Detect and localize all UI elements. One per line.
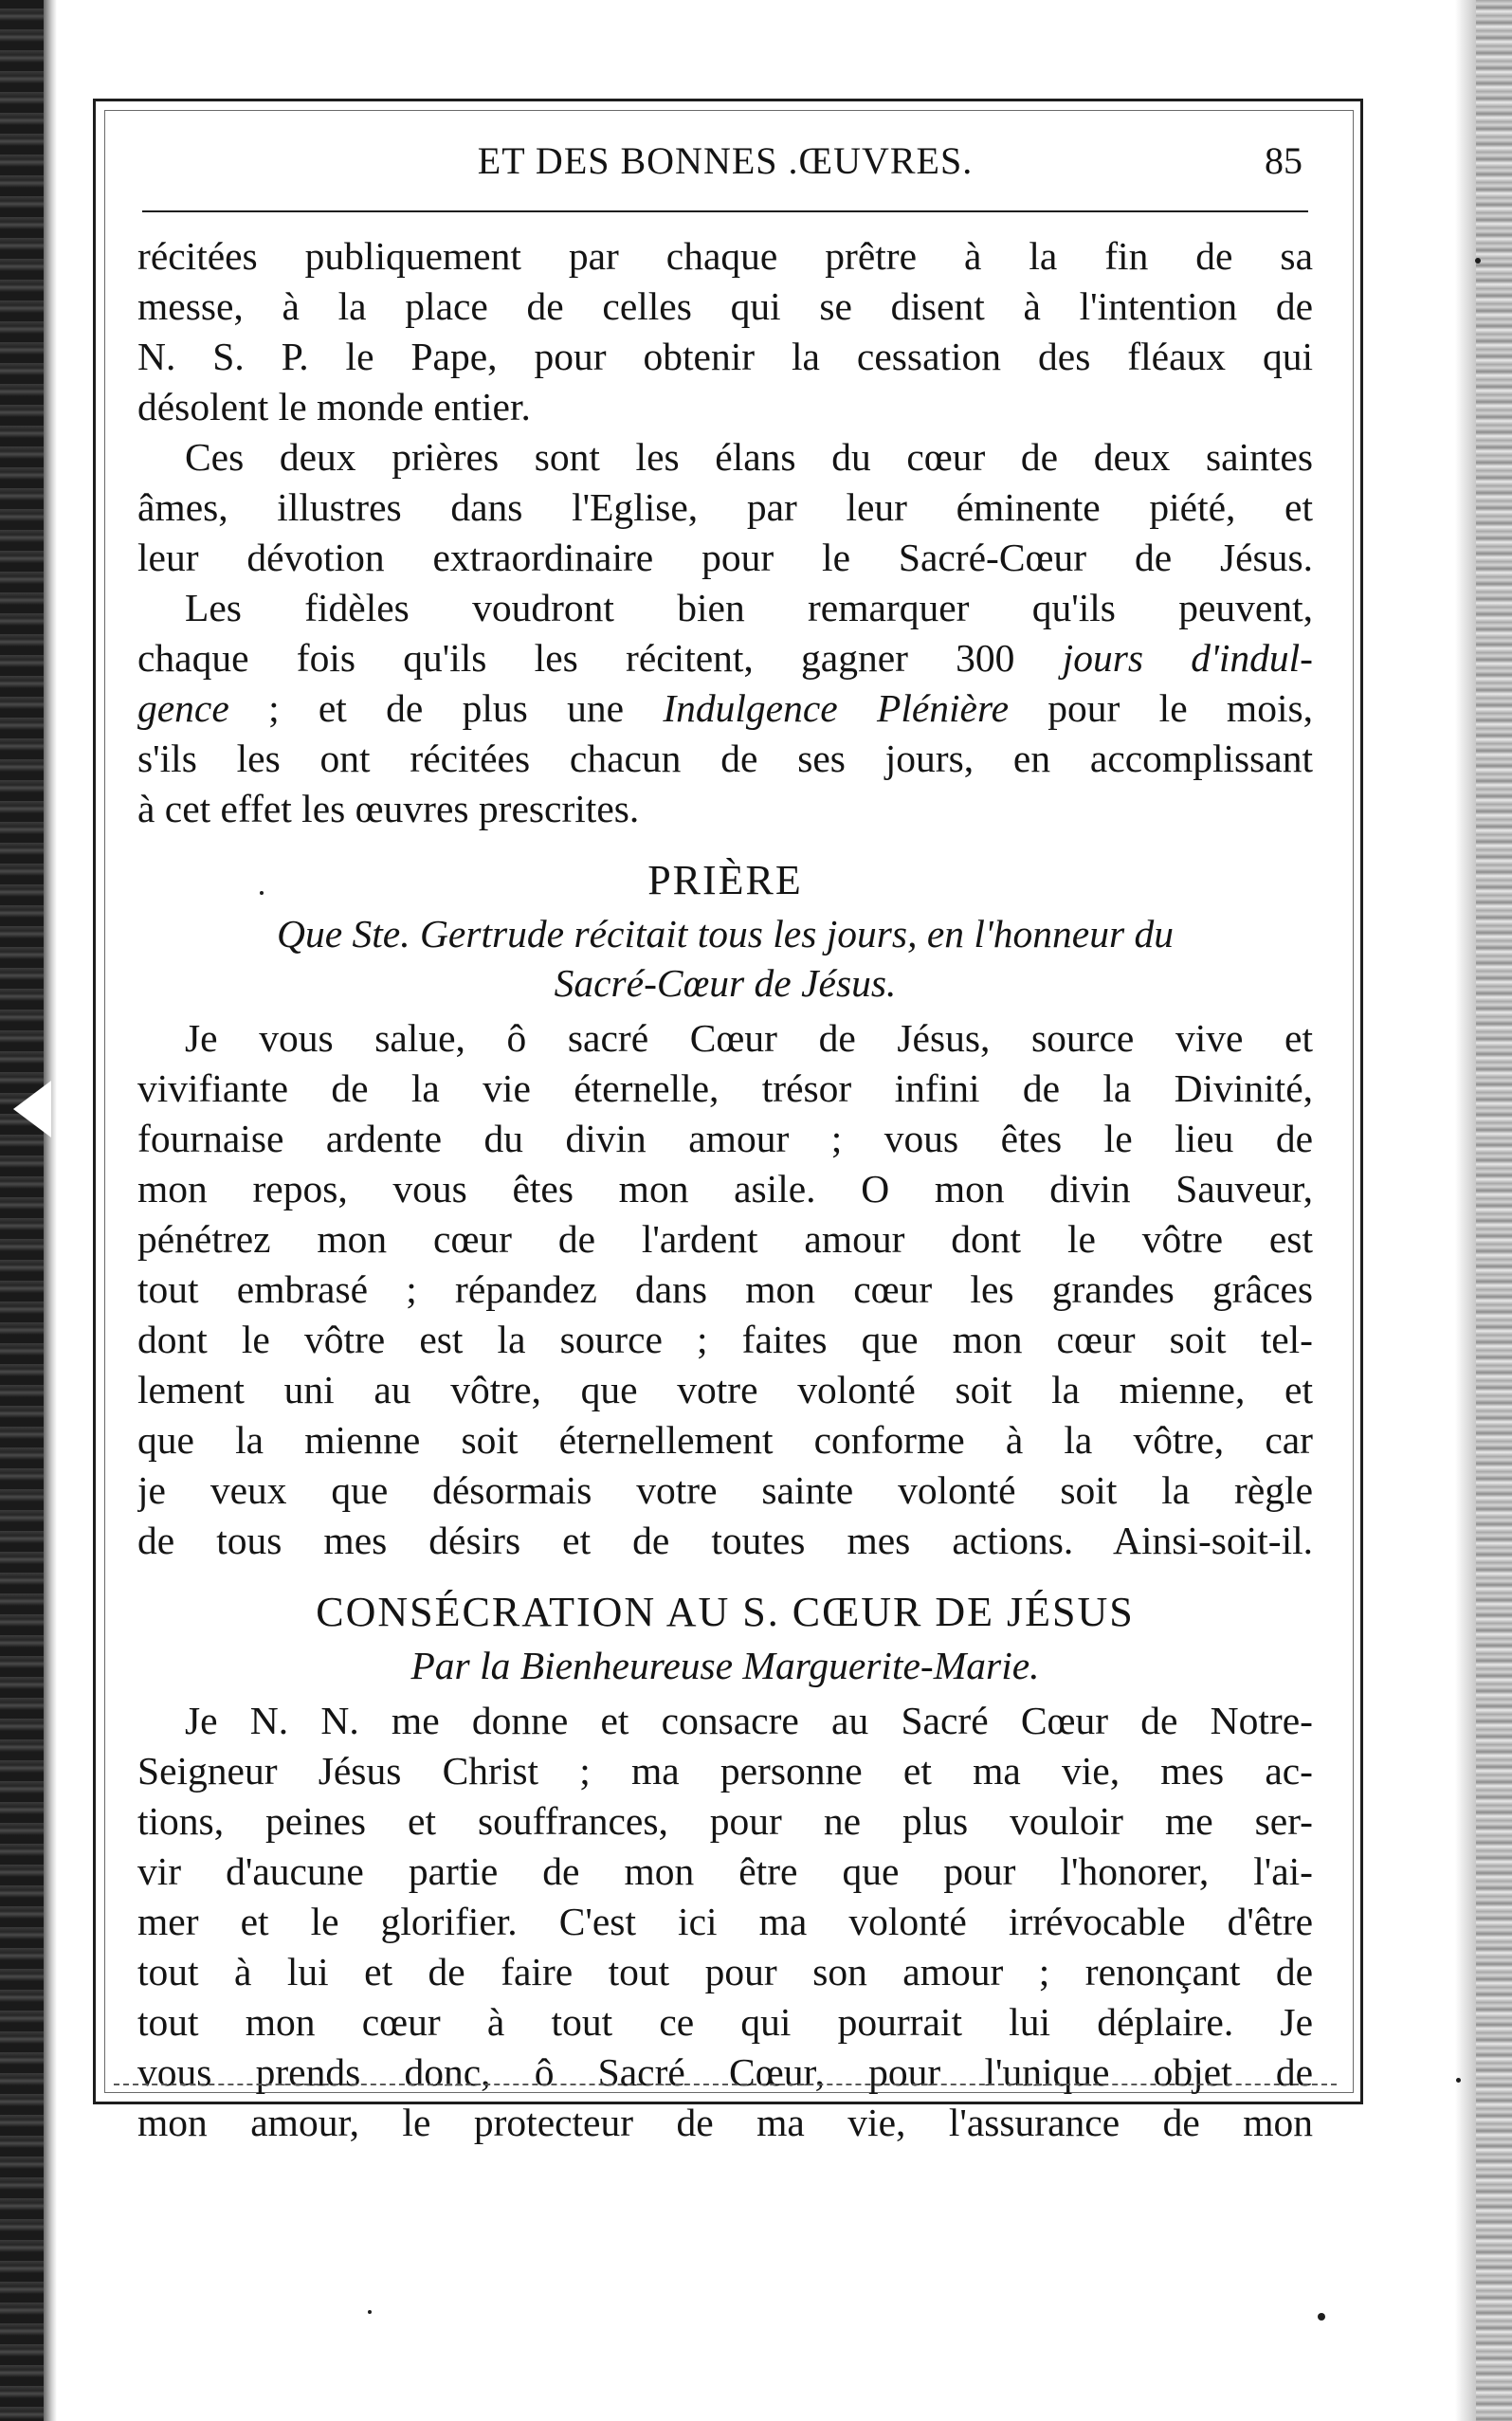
priere-heading: PRIÈRE: [647, 857, 803, 903]
text-line: récitées publiquement par chaque prêtre à la fin de sa: [137, 234, 1313, 278]
ink-speck: [1318, 2313, 1325, 2321]
text-line: vir d'aucune partie de mon être que pour l'honorer, l'ai-: [137, 1849, 1313, 1893]
left-binding-edge: [0, 0, 44, 2421]
text-line: de tous mes désirs et de toutes mes actions. Ainsi-soit-il.: [137, 1519, 1313, 1562]
left-binding-shadow: [44, 0, 57, 2421]
text-line: à cet effet les œuvres prescrites.: [137, 787, 640, 830]
text-line: tout embrasé ; répandez dans mon cœur les grandes grâces: [137, 1267, 1313, 1311]
consecration-heading: CONSÉCRATION AU S. CŒUR DE JÉSUS: [316, 1589, 1135, 1635]
text-segment: ; et de plus une: [228, 686, 664, 730]
paragraph-indulgence: [137, 583, 1313, 834]
text-line: Ces deux prières sont les élans du cœur de deux saintes: [185, 435, 1313, 479]
subtitle-line: Que Ste. Gertrude récitait tous les jours, en l'honneur du: [277, 912, 1174, 956]
text-line: pénétrez mon cœur de l'ardent amour dont le vôtre est: [137, 1217, 1313, 1261]
right-page-edge: [1476, 0, 1512, 2421]
ink-speck: [1456, 2078, 1461, 2083]
text-line: N. S. P. le Pape, pour obtenir la cessation des fléaux qui: [137, 335, 1313, 378]
text-line: tout mon cœur à tout ce qui pourrait lui déplaire. Je: [137, 2000, 1313, 2044]
ink-speck: [368, 2310, 372, 2314]
text-line: mer et le glorifier. C'est ici ma volonté irrévocable d'être: [137, 1900, 1313, 1943]
text-line: vivifiante de la vie éternelle, trésor infini de la Divinité,: [137, 1066, 1313, 1110]
text-line: vous prends donc, ô Sacré Cœur, pour l'unique objet de: [137, 2050, 1313, 2094]
text-line: tions, peines et souffrances, pour ne plus vouloir me ser-: [137, 1799, 1313, 1843]
subtitle-line: Sacré-Cœur de Jésus.: [554, 961, 897, 1005]
header-rule: [142, 210, 1308, 212]
text-line: mon repos, vous êtes mon asile. O mon divin Sauveur,: [137, 1167, 1313, 1210]
text-line: je veux que désormais votre sainte volonté soit la règle: [137, 1468, 1313, 1512]
text-line: [137, 683, 1313, 734]
consecration-subtitle: [137, 1641, 1313, 1690]
ink-speck: [1475, 258, 1481, 264]
text-line: désolent le monde entier.: [137, 385, 531, 428]
text-line: Les fidèles voudront bien remarquer qu'ils peuvent,: [185, 586, 1313, 629]
text-segment: chaque fois qu'ils les récitent, gagner 300: [137, 636, 1063, 680]
page-body: [137, 231, 1313, 2148]
text-line: leur dévotion extraordinaire pour le Sacré-Cœur de Jésus.: [137, 536, 1313, 579]
italic-segment: Indulgence Plénière: [663, 686, 1009, 730]
italic-segment: gence: [137, 686, 229, 730]
running-title: ET DES BONNES .ŒUVRES.: [477, 139, 974, 182]
page-header: [142, 129, 1308, 195]
subtitle-line: Par la Bienheureuse Marguerite-Marie.: [410, 1644, 1040, 1687]
text-line: Seigneur Jésus Christ ; ma personne et ma vie, mes ac-: [137, 1749, 1313, 1793]
page-number: 85: [1265, 139, 1303, 182]
ink-speck: [260, 891, 264, 895]
paragraph-two-prayers: [137, 432, 1313, 583]
consecration-text: [137, 1696, 1313, 2148]
text-line: lement uni au vôtre, que votre volonté soit la mienne, et: [137, 1368, 1313, 1411]
text-line: que la mienne soit éternellement conforme à la vôtre, car: [137, 1418, 1313, 1462]
right-edge-shadow: [1455, 0, 1476, 2421]
text-segment: pour le mois,: [1009, 686, 1313, 730]
text-line: tout à lui et de faire tout pour son amour ; renonçant de: [137, 1950, 1313, 1993]
text-line: s'ils les ont récitées chacun de ses jours, en accomplissant: [137, 737, 1313, 780]
text-line: Je N. N. me donne et consacre au Sacré Cœur de Notre-: [185, 1699, 1313, 1742]
text-line: [137, 633, 1313, 683]
text-line: dont le vôtre est la source ; faites que mon cœur soit tel-: [137, 1318, 1313, 1361]
paragraph-intro: [137, 231, 1313, 432]
text-line: Je vous salue, ô sacré Cœur de Jésus, source vive et: [185, 1016, 1313, 1060]
priere-text: [137, 1013, 1313, 1566]
text-line: messe, à la place de celles qui se disent à l'intention de: [137, 284, 1313, 328]
priere-subtitle: [137, 909, 1313, 1008]
bottom-rule: [114, 2084, 1337, 2085]
text-line: âmes, illustres dans l'Eglise, par leur éminente piété, et: [137, 485, 1313, 529]
text-line: mon amour, le protecteur de ma vie, l'assurance de mon: [137, 2101, 1313, 2144]
italic-segment: jours d'indul-: [1062, 636, 1313, 680]
text-line: fournaise ardente du divin amour ; vous êtes le lieu de: [137, 1117, 1313, 1160]
